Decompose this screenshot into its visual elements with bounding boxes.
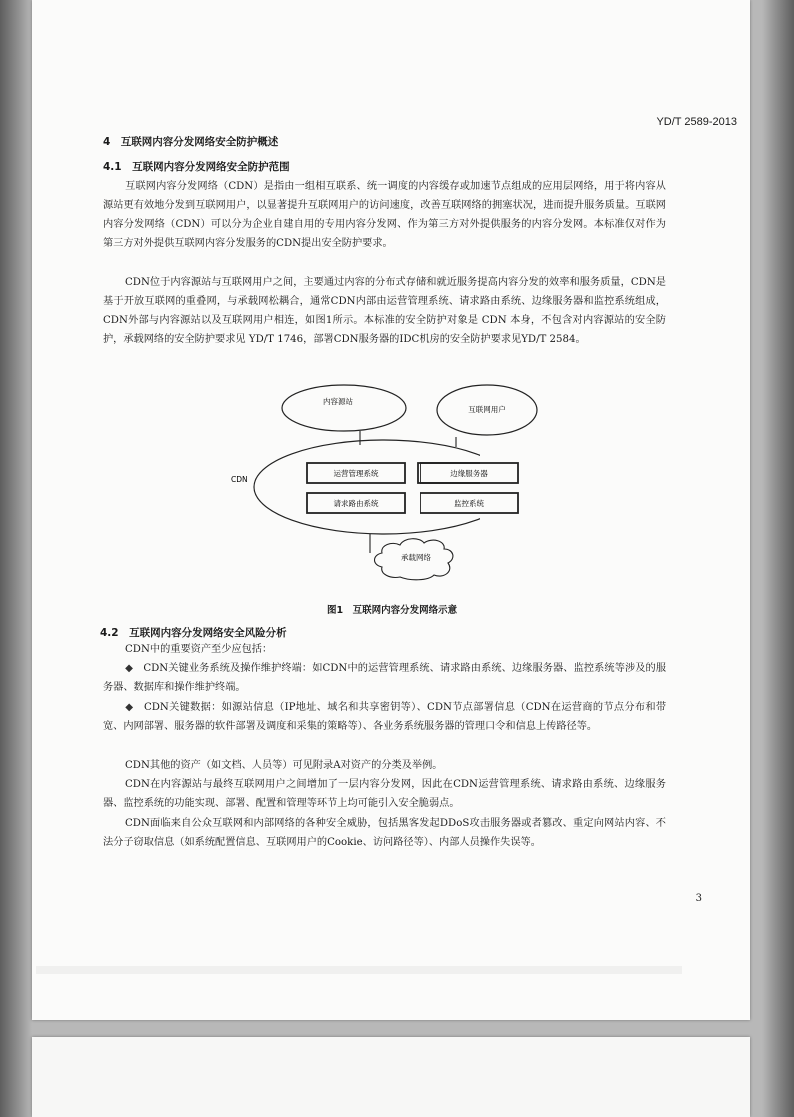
- page-number: 3: [695, 893, 702, 904]
- paragraph-cdn-position: CDN位于内容源站与互联网用户之间，主要通过内容的分布式存储和就近服务提高内容分发的效率和服务质量，CDN是基于开放互联网的重叠网，与承载网松耦合，通常CDN内部由运营管理系统、请求路由系统、边缘服务器和监控系统组成，CDN外部与内容源站以及互联网用户相连，如图1所示。本标准的安全防护对象是 CDN 本身，不包含对内容源站的安全防护，承载网络的安全防护要求见 YD/T 1746，部署CDN服务器的IDC机房的安全防护要求见YD/T 2584。: [103, 277, 666, 346]
- internet-user-label: 互联网用户: [468, 405, 506, 414]
- paragraph-vulnerabilities: CDN在内容源站与最终互联网用户之间增加了一层内容分发网，因此在CDN运营管理系统、请求路由系统、边缘服务器、监控系统的功能实现、部署、配置和管理等环节上均可能引入安全脆弱点。: [103, 779, 666, 810]
- monitoring-label: 监控系统: [454, 499, 484, 508]
- content-source-label: 内容源站: [323, 397, 353, 406]
- bullet-key-systems: ◆ CDN关键业务系统及操作维护终端：如CDN中的运营管理系统、请求路由系统、边缘服务器、监控系统等涉及的服务器、数据库和操作维护终端。: [103, 663, 667, 694]
- section-4-heading: 4 互联网内容分发网络安全防护概述: [103, 136, 279, 148]
- bullet-key-data: ◆ CDN关键数据：如源站信息（IP地址、域名和共享密钥等）、CDN节点部署信息（CDN在运营商的节点分布和带宽、内网部署、服务器的软件部署及调度和采集的策略等）、各业务系统服务器的管理口令和信息上传路径等。: [103, 702, 667, 733]
- carrier-network-label: 承载网络: [401, 553, 431, 562]
- ops-management-label: 运营管理系统: [333, 469, 379, 478]
- next-page: [32, 1037, 750, 1117]
- section-4-1-heading: 4.1 互联网内容分发网络安全防护范围: [103, 161, 290, 173]
- paragraph-assets-intro: CDN中的重要资产至少应包括：: [125, 644, 273, 655]
- edge-server-label: 边缘服务器: [450, 469, 488, 478]
- bullet-diamond-icon: ◆: [125, 702, 134, 713]
- bullet-diamond-icon: ◆: [125, 663, 134, 674]
- figure-caption: 图1 互联网内容分发网络示意: [327, 605, 458, 616]
- paragraph-cdn-definition: 互联网内容分发网络（CDN）是指由一组相互联系、统一调度的内容缓存或加速节点组成的应用层网络，用于将内容从源站更有效地分发到互联网用户，以显著提升互联网用户的访问速度，改善互联网络的拥塞状况，进而提升服务质量。互联网内容分发网络（CDN）可以分为企业自建自用的专用内容分发网、作为第三方对外提供服务的内容分发网。本标准仅对作为第三方对外提供互联网内容分发服务的CDN提出安全防护要求。: [103, 181, 666, 250]
- cdn-network-diagram-right: [420, 383, 540, 523]
- content-source-ellipse: [282, 385, 406, 431]
- request-routing-label: 请求路由系统: [333, 499, 379, 508]
- paragraph-threats: CDN面临来自公众互联网和内部网络的各种安全威胁，包括黑客发起DDoS攻击服务器或者篡改、重定向网站内容、不法分子窃取信息（如系统配置信息、互联网用户的Cookie、访问路径等）、内部人员操作失误等。: [103, 818, 666, 849]
- cdn-label: CDN: [231, 475, 248, 484]
- paragraph-other-assets: CDN其他的资产（如文档、人员等）可见附录A对资产的分类及举例。: [125, 760, 443, 771]
- section-4-2-heading: 4.2 互联网内容分发网络安全风险分析: [100, 627, 287, 639]
- scan-band: [36, 966, 682, 974]
- standard-code: YD/T 2589-2013: [656, 116, 737, 128]
